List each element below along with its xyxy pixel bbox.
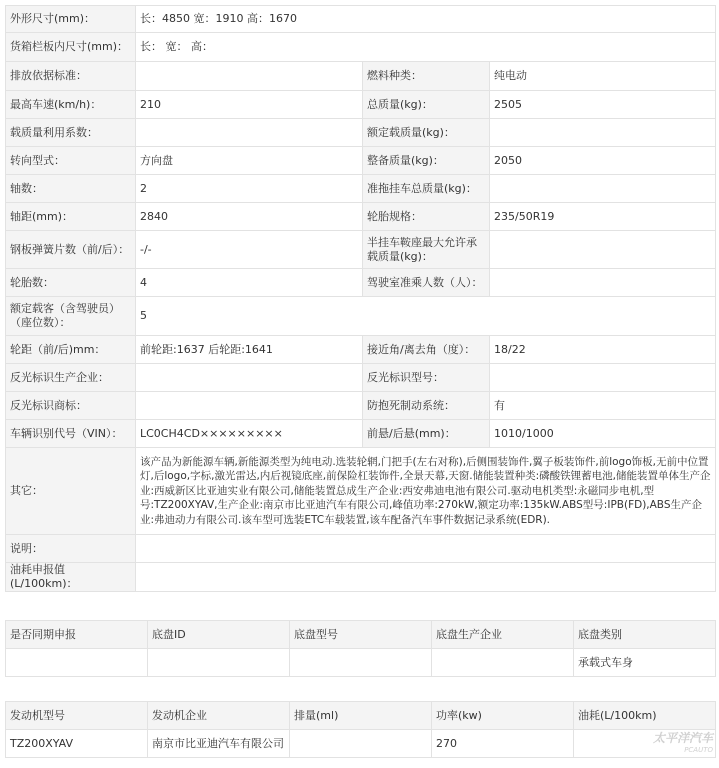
cab-label: 驾驶室准乘人数（人）：	[363, 269, 490, 297]
chassis-cell-type: 承载式车身	[574, 649, 716, 677]
engine-cell-maker: 南京市比亚迪汽车有限公司	[148, 730, 290, 758]
table-row	[6, 269, 716, 297]
load-util-label: 载质量利用系数：	[6, 119, 136, 147]
table-row	[6, 231, 716, 269]
other-label: 其它：	[6, 448, 136, 535]
chassis-cell-sync	[6, 649, 148, 677]
axles-label: 轴数：	[6, 175, 136, 203]
engine-header-fuel: 油耗(L/100km)	[574, 702, 716, 730]
table-row	[6, 119, 716, 147]
table-row	[6, 147, 716, 175]
reflector-brand-label: 反光标识商标：	[6, 392, 136, 420]
chassis-cell-maker	[432, 649, 574, 677]
spring-label: 钢板弹簧片数（前/后）：	[6, 231, 136, 269]
spec-table	[5, 5, 716, 592]
saddle-label: 半挂车鞍座最大允许承载质量(kg)：	[363, 231, 490, 269]
curb-label: 整备质量(kg)：	[363, 147, 490, 175]
chassis-header-model: 底盘型号	[290, 621, 432, 649]
angle-label: 接近角/离去角（度）：	[363, 336, 490, 364]
tire-label: 轮胎规格：	[363, 203, 490, 231]
table-row	[6, 62, 716, 91]
overhang-label: 前悬/后悬(mm)：	[363, 420, 490, 448]
table-row	[6, 649, 716, 677]
remark-value	[136, 535, 716, 563]
dims-label: 外形尺寸(mm)：	[6, 6, 136, 33]
watermark-main: 太平洋汽车	[652, 731, 713, 745]
watermark-sub: PCAUTO	[684, 746, 713, 754]
rated-load-value	[490, 119, 716, 147]
steering-label: 转向型式：	[6, 147, 136, 175]
table-row	[6, 535, 716, 563]
saddle-value	[490, 231, 716, 269]
engine-header-maker: 发动机企业	[148, 702, 290, 730]
engine-cell-displacement	[290, 730, 432, 758]
passengers-value: 5	[136, 297, 716, 336]
other-value: 该产品为新能源车辆,新能源类型为纯电动.选装轮辋,门把手(左右对称),后侧围装饰件,翼子板装饰件,前logo饰板,无前中位置灯,后logo,字标,激光雷达,内后视镜底座,前保险杠装饰件,全景天幕,天窗.储能装置种类:磷酸铁锂蓄电池,储能装置单体生产企业:西威新区比亚迪实业有限公司,储能装置总成生产企业:西安弗迪电池有限公司.驱动电机类型:永磁同步电机,型号:TZ200XYAV,生产企业:南京市比亚迪汽车有限公司,峰值功率:270kW,额定功率:135kW.ABS型号:IPB(FD),ABS生产企业:弗迪动力有限公司.该车型可选装ETC车载装置,该车配备汽车事件数据记录系统(EDR).	[136, 448, 716, 535]
reflector-brand-value	[136, 392, 363, 420]
chassis-table	[5, 620, 716, 677]
chassis-cell-id	[148, 649, 290, 677]
chassis-header-type: 底盘类别	[574, 621, 716, 649]
table-header-row	[6, 702, 716, 730]
chassis-header-maker: 底盘生产企业	[432, 621, 574, 649]
cargo-value: 长： 宽： 高：	[136, 33, 716, 62]
tires-value: 4	[136, 269, 363, 297]
table-header-row	[6, 621, 716, 649]
tires-label: 轮胎数：	[6, 269, 136, 297]
chassis-header-id: 底盘ID	[148, 621, 290, 649]
chassis-header-sync: 是否同期申报	[6, 621, 148, 649]
remark-label: 说明：	[6, 535, 136, 563]
table-row	[6, 730, 716, 758]
abs-value: 有	[490, 392, 716, 420]
cab-value	[490, 269, 716, 297]
fuel-value: 纯电动	[490, 62, 716, 91]
watermark-logo	[653, 729, 713, 754]
abs-label: 防抱死制动系统：	[363, 392, 490, 420]
engine-cell-power: 270	[432, 730, 574, 758]
table-row	[6, 175, 716, 203]
steering-value: 方向盘	[136, 147, 363, 175]
table-row	[6, 364, 716, 392]
reflector-model-label: 反光标识型号：	[363, 364, 490, 392]
emission-value	[136, 62, 363, 91]
table-row	[6, 448, 716, 535]
wheelbase-label: 轴距(mm)：	[6, 203, 136, 231]
table-row	[6, 6, 716, 33]
table-row	[6, 420, 716, 448]
passengers-label: 额定载客（含驾驶员）（座位数）：	[6, 297, 136, 336]
axles-value: 2	[136, 175, 363, 203]
reflector-model-value	[490, 364, 716, 392]
table-row	[6, 91, 716, 119]
total-mass-label: 总质量(kg)：	[363, 91, 490, 119]
track-value: 前轮距:1637 后轮距:1641	[136, 336, 363, 364]
load-util-value	[136, 119, 363, 147]
speed-label: 最高车速(km/h)：	[6, 91, 136, 119]
vin-value: LC0CH4CD×××××××××	[136, 420, 363, 448]
wheelbase-value: 2840	[136, 203, 363, 231]
reflector-maker-value	[136, 364, 363, 392]
tire-value: 235/50R19	[490, 203, 716, 231]
engine-table	[5, 701, 716, 758]
chassis-cell-model	[290, 649, 432, 677]
fuel-label: 燃料种类：	[363, 62, 490, 91]
trailer-value	[490, 175, 716, 203]
rated-load-label: 额定载质量(kg)：	[363, 119, 490, 147]
curb-value: 2050	[490, 147, 716, 175]
emission-label: 排放依据标准：	[6, 62, 136, 91]
cargo-label: 货箱栏板内尺寸(mm)：	[6, 33, 136, 62]
vin-label: 车辆识别代号（VIN）：	[6, 420, 136, 448]
table-row	[6, 297, 716, 336]
trailer-label: 准拖挂车总质量(kg)：	[363, 175, 490, 203]
reflector-maker-label: 反光标识生产企业：	[6, 364, 136, 392]
fuelcons-value	[136, 563, 716, 592]
overhang-value: 1010/1000	[490, 420, 716, 448]
engine-cell-model: TZ200XYAV	[6, 730, 148, 758]
fuelcons-label: 油耗申报值(L/100km)：	[6, 563, 136, 592]
table-row	[6, 392, 716, 420]
engine-header-displacement: 排量(ml)	[290, 702, 432, 730]
table-row	[6, 33, 716, 62]
table-row	[6, 563, 716, 592]
dims-value: 长：4850 宽：1910 高：1670	[136, 6, 716, 33]
total-mass-value: 2505	[490, 91, 716, 119]
spring-value: -/-	[136, 231, 363, 269]
table-row	[6, 336, 716, 364]
table-row	[6, 203, 716, 231]
speed-value: 210	[136, 91, 363, 119]
engine-header-model: 发动机型号	[6, 702, 148, 730]
track-label: 轮距（前/后)mm：	[6, 336, 136, 364]
angle-value: 18/22	[490, 336, 716, 364]
engine-header-power: 功率(kw)	[432, 702, 574, 730]
